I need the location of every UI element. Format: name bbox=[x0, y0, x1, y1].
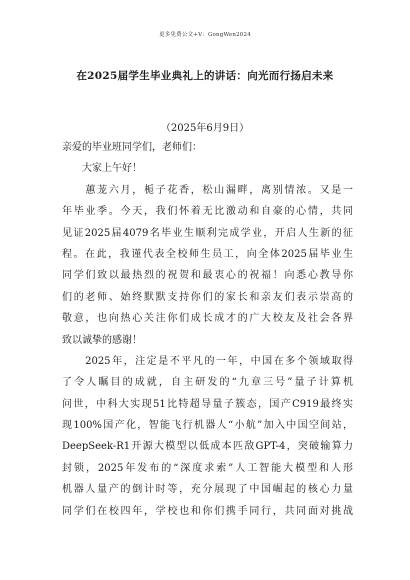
text-line: 了令人瞩目的成就，自主研发的“九章三号”量子计算机 bbox=[62, 377, 353, 389]
text-line: 机器人量产的倒计时等，充分展现了中国崛起的核心力量 bbox=[62, 484, 353, 496]
text-line: 亲爱的毕业班同学们，老师们： bbox=[62, 142, 202, 153]
text-line: 现100%国产化，智能飞行机器人“小航”加入中国空间站， bbox=[62, 420, 353, 432]
text-line: 蕙茏六月，栀子花香，松山漏畔，离别情浓。又是一 bbox=[62, 184, 353, 196]
page-title: 在2025届学生毕业典礼上的讲话：向光而行扬启未来 bbox=[76, 70, 334, 82]
text-line: 2025年，注定是不平凡的一年，中国在多个领域取得 bbox=[62, 355, 353, 367]
speech-date: （2025年6月9日） bbox=[160, 123, 250, 134]
speech-body bbox=[62, 137, 353, 522]
text-line: 见证2025届4079名毕业生顺利完成学业，开启人生新的征 bbox=[62, 227, 353, 239]
text-line: 大家上午好！ bbox=[62, 163, 142, 175]
text-line: 致以诚挚的感谢！ bbox=[62, 334, 142, 346]
text-line: 敬意，也向热心关注你们成长成才的广大校友及社会各界 bbox=[62, 313, 353, 325]
text-line: 同学们致以最热烈的祝贺和最衷心的祝福！向悉心教导你 bbox=[62, 270, 353, 282]
header-note: 更多免费公文+V：GongWen2024 bbox=[159, 32, 251, 38]
text-line: 程。在此，我谨代表全校师生员工，向全体2025届毕业生 bbox=[62, 248, 353, 260]
text-line: DeepSeek-R1开源大模型以低成本匹敌GPT-4，突破输算力 bbox=[62, 441, 353, 453]
text-line: 问世，中科大实现51比特超导量子簇态，国产C919最终实 bbox=[62, 398, 353, 410]
text-line: 同学们在校四年，学校也和你们携手同行，共同面对挑战 bbox=[62, 505, 353, 517]
text-line: 封锁，2025年发布的“深度求索”人工智能大模型和人形 bbox=[62, 462, 353, 474]
text-line: 们的老师、始终默默支持你们的家长和亲友们表示崇高的 bbox=[62, 291, 353, 303]
text-line: 年毕业季。今天，我们怀着无比激动和自豪的心情，共同 bbox=[62, 206, 353, 218]
